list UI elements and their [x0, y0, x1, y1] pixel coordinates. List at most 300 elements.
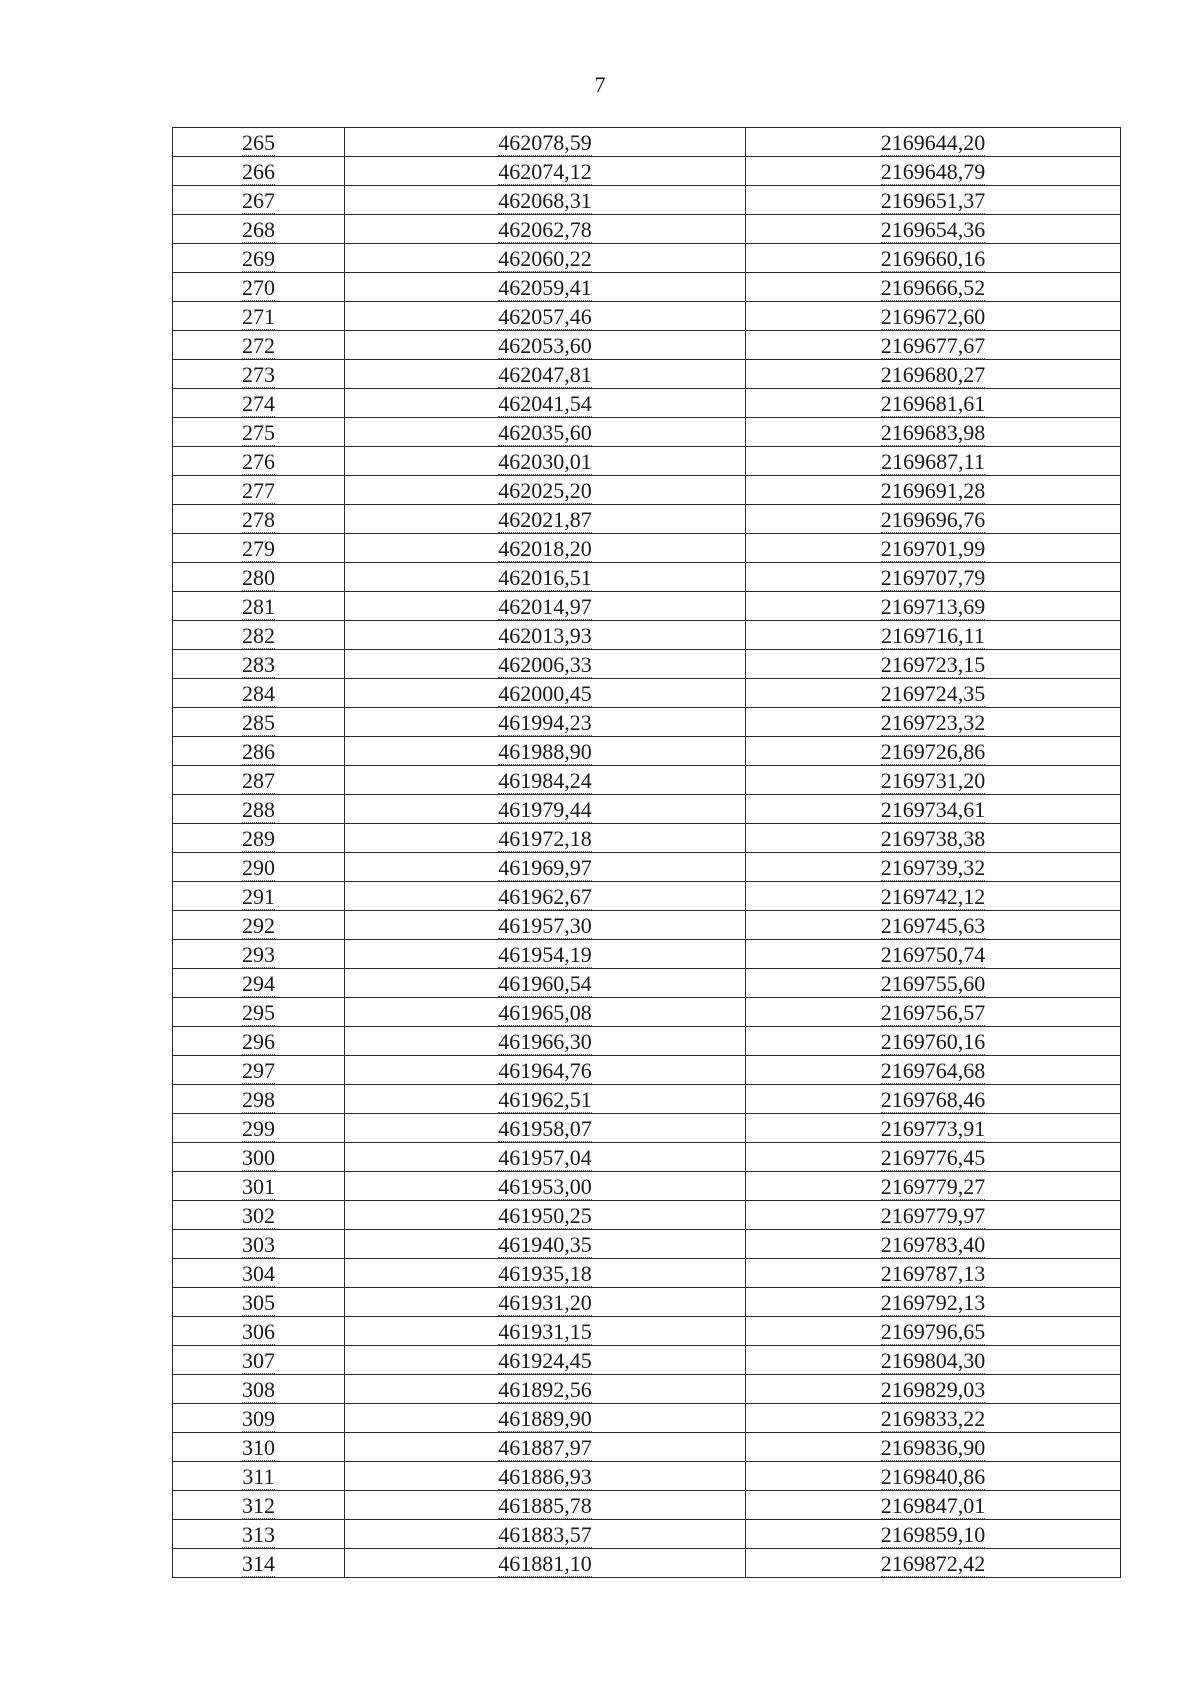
y-coordinate-cell	[746, 1317, 1121, 1346]
cell-text: 462053,60	[498, 333, 592, 358]
y-coordinate-cell	[746, 1520, 1121, 1549]
x-coordinate-cell	[345, 650, 746, 679]
y-coordinate-cell	[746, 1375, 1121, 1404]
cell-text: 462013,93	[498, 623, 592, 648]
cell-text: 296	[242, 1029, 275, 1054]
x-coordinate-cell	[345, 592, 746, 621]
point-number-cell	[173, 853, 345, 882]
cell-text: 276	[242, 449, 275, 474]
x-coordinate-cell	[345, 1259, 746, 1288]
point-number-cell	[173, 621, 345, 650]
cell-text: 303	[242, 1232, 275, 1257]
cell-text: 461972,18	[498, 826, 592, 851]
x-coordinate-cell	[345, 563, 746, 592]
y-coordinate-cell	[746, 1491, 1121, 1520]
cell-text: 295	[242, 1000, 275, 1025]
y-coordinate-cell	[746, 621, 1121, 650]
x-coordinate-cell	[345, 302, 746, 331]
cell-text: 461958,07	[498, 1116, 592, 1141]
cell-text: 301	[242, 1174, 275, 1199]
point-number-cell	[173, 1433, 345, 1462]
cell-text: 2169792,13	[880, 1290, 986, 1315]
y-coordinate-cell	[746, 186, 1121, 215]
cell-text: 461886,93	[498, 1464, 592, 1489]
cell-text: 267	[242, 188, 275, 213]
cell-text: 2169707,79	[880, 565, 986, 590]
y-coordinate-cell	[746, 476, 1121, 505]
cell-text: 314	[242, 1551, 275, 1576]
cell-text: 462059,41	[498, 275, 592, 300]
table-row	[173, 157, 1121, 186]
table-row	[173, 1114, 1121, 1143]
x-coordinate-cell	[345, 1520, 746, 1549]
cell-text: 2169738,38	[880, 826, 986, 851]
point-number-cell	[173, 244, 345, 273]
table-row	[173, 447, 1121, 476]
cell-text: 462078,59	[498, 130, 592, 155]
cell-text: 462062,78	[498, 217, 592, 242]
cell-text: 299	[242, 1116, 275, 1141]
point-number-cell	[173, 505, 345, 534]
cell-text: 461881,10	[498, 1551, 592, 1576]
cell-text: 462030,01	[498, 449, 592, 474]
table-row	[173, 244, 1121, 273]
x-coordinate-cell	[345, 1375, 746, 1404]
table-row	[173, 824, 1121, 853]
point-number-cell	[173, 1520, 345, 1549]
cell-text: 269	[242, 246, 275, 271]
cell-text: 461950,25	[498, 1203, 592, 1228]
y-coordinate-cell	[746, 1201, 1121, 1230]
table-row	[173, 708, 1121, 737]
cell-text: 2169687,11	[881, 449, 985, 474]
x-coordinate-cell	[345, 1317, 746, 1346]
cell-text: 462021,87	[498, 507, 592, 532]
cell-text: 462000,45	[498, 681, 592, 706]
cell-text: 2169742,12	[880, 884, 986, 909]
table-row	[173, 679, 1121, 708]
table-row	[173, 505, 1121, 534]
y-coordinate-cell	[746, 534, 1121, 563]
cell-text: 277	[242, 478, 275, 503]
point-number-cell	[173, 418, 345, 447]
cell-text: 2169847,01	[880, 1493, 986, 1518]
cell-text: 279	[242, 536, 275, 561]
cell-text: 461931,15	[498, 1319, 592, 1344]
cell-text: 298	[242, 1087, 275, 1112]
x-coordinate-cell	[345, 911, 746, 940]
cell-text: 286	[242, 739, 275, 764]
cell-text: 2169768,46	[880, 1087, 986, 1112]
cell-text: 266	[242, 159, 275, 184]
x-coordinate-cell	[345, 244, 746, 273]
cell-text: 283	[242, 652, 275, 677]
point-number-cell	[173, 998, 345, 1027]
cell-text: 461960,54	[498, 971, 592, 996]
cell-text: 278	[242, 507, 275, 532]
table-row	[173, 273, 1121, 302]
point-number-cell	[173, 1143, 345, 1172]
y-coordinate-cell	[746, 273, 1121, 302]
cell-text: 287	[242, 768, 275, 793]
y-coordinate-cell	[746, 650, 1121, 679]
point-number-cell	[173, 186, 345, 215]
table-row	[173, 882, 1121, 911]
x-coordinate-cell	[345, 1346, 746, 1375]
x-coordinate-cell	[345, 215, 746, 244]
point-number-cell	[173, 476, 345, 505]
cell-text: 462006,33	[498, 652, 592, 677]
point-number-cell	[173, 128, 345, 157]
cell-text: 2169691,28	[880, 478, 986, 503]
table-row	[173, 650, 1121, 679]
cell-text: 461953,00	[498, 1174, 592, 1199]
x-coordinate-cell	[345, 273, 746, 302]
y-coordinate-cell	[746, 824, 1121, 853]
y-coordinate-cell	[746, 1143, 1121, 1172]
cell-text: 2169776,45	[880, 1145, 986, 1170]
point-number-cell	[173, 737, 345, 766]
table-row	[173, 1404, 1121, 1433]
cell-text: 461940,35	[498, 1232, 592, 1257]
table-row	[173, 853, 1121, 882]
point-number-cell	[173, 940, 345, 969]
cell-text: 461962,51	[498, 1087, 592, 1112]
x-coordinate-cell	[345, 157, 746, 186]
y-coordinate-cell	[746, 128, 1121, 157]
y-coordinate-cell	[746, 1172, 1121, 1201]
y-coordinate-cell	[746, 1230, 1121, 1259]
cell-text: 461957,04	[498, 1145, 592, 1170]
cell-text: 2169756,57	[880, 1000, 986, 1025]
cell-text: 280	[242, 565, 275, 590]
y-coordinate-cell	[746, 447, 1121, 476]
table-row	[173, 186, 1121, 215]
cell-text: 268	[242, 217, 275, 242]
point-number-cell	[173, 824, 345, 853]
cell-text: 2169872,42	[880, 1551, 986, 1576]
cell-text: 462060,22	[498, 246, 592, 271]
cell-text: 2169726,86	[880, 739, 986, 764]
table-row	[173, 940, 1121, 969]
point-number-cell	[173, 650, 345, 679]
cell-text: 2169764,68	[880, 1058, 986, 1083]
cell-text: 2169713,69	[880, 594, 986, 619]
cell-text: 312	[242, 1493, 275, 1518]
table-row	[173, 911, 1121, 940]
cell-text: 2169755,60	[880, 971, 986, 996]
cell-text: 294	[242, 971, 275, 996]
y-coordinate-cell	[746, 882, 1121, 911]
cell-text: 2169773,91	[880, 1116, 986, 1141]
x-coordinate-cell	[345, 1114, 746, 1143]
cell-text: 461994,23	[498, 710, 592, 735]
point-number-cell	[173, 360, 345, 389]
cell-text: 461892,56	[498, 1377, 592, 1402]
table-row	[173, 969, 1121, 998]
cell-text: 461979,44	[498, 797, 592, 822]
table-row	[173, 795, 1121, 824]
point-number-cell	[173, 1259, 345, 1288]
y-coordinate-cell	[746, 1085, 1121, 1114]
cell-text: 304	[242, 1261, 275, 1286]
point-number-cell	[173, 331, 345, 360]
cell-text: 2169779,97	[880, 1203, 986, 1228]
table-row	[173, 389, 1121, 418]
cell-text: 2169696,76	[880, 507, 986, 532]
y-coordinate-cell	[746, 215, 1121, 244]
cell-text: 461962,67	[498, 884, 592, 909]
cell-text: 2169796,65	[880, 1319, 986, 1344]
coordinates-table	[172, 127, 1121, 1578]
cell-text: 461935,18	[498, 1261, 592, 1286]
cell-text: 2169654,36	[880, 217, 986, 242]
x-coordinate-cell	[345, 534, 746, 563]
cell-text: 461931,20	[498, 1290, 592, 1315]
cell-text: 462068,31	[498, 188, 592, 213]
table-row	[173, 766, 1121, 795]
cell-text: 2169716,11	[881, 623, 985, 648]
cell-text: 2169829,03	[880, 1377, 986, 1402]
point-number-cell	[173, 679, 345, 708]
cell-text: 2169648,79	[880, 159, 986, 184]
table-row	[173, 1317, 1121, 1346]
cell-text: 2169760,16	[880, 1029, 986, 1054]
table-row	[173, 1462, 1121, 1491]
y-coordinate-cell	[746, 389, 1121, 418]
cell-text: 2169724,35	[880, 681, 986, 706]
table-row	[173, 1201, 1121, 1230]
cell-text: 310	[242, 1435, 275, 1460]
table-row	[173, 1491, 1121, 1520]
point-number-cell	[173, 157, 345, 186]
cell-text: 292	[242, 913, 275, 938]
table-row	[173, 563, 1121, 592]
table-row	[173, 128, 1121, 157]
point-number-cell	[173, 969, 345, 998]
cell-text: 307	[242, 1348, 275, 1373]
cell-text: 461954,19	[498, 942, 592, 967]
y-coordinate-cell	[746, 940, 1121, 969]
cell-text: 265	[242, 130, 275, 155]
x-coordinate-cell	[345, 360, 746, 389]
table-row	[173, 1288, 1121, 1317]
x-coordinate-cell	[345, 505, 746, 534]
x-coordinate-cell	[345, 447, 746, 476]
point-number-cell	[173, 1288, 345, 1317]
table-row	[173, 1346, 1121, 1375]
cell-text: 274	[242, 391, 275, 416]
table-row	[173, 1230, 1121, 1259]
cell-text: 2169779,27	[880, 1174, 986, 1199]
x-coordinate-cell	[345, 186, 746, 215]
cell-text: 461964,76	[498, 1058, 592, 1083]
y-coordinate-cell	[746, 1549, 1121, 1578]
point-number-cell	[173, 1346, 345, 1375]
y-coordinate-cell	[746, 1288, 1121, 1317]
cell-text: 462035,60	[498, 420, 592, 445]
x-coordinate-cell	[345, 737, 746, 766]
y-coordinate-cell	[746, 795, 1121, 824]
x-coordinate-cell	[345, 1230, 746, 1259]
y-coordinate-cell	[746, 418, 1121, 447]
point-number-cell	[173, 1027, 345, 1056]
x-coordinate-cell	[345, 1027, 746, 1056]
point-number-cell	[173, 592, 345, 621]
table-row	[173, 737, 1121, 766]
cell-text: 461885,78	[498, 1493, 592, 1518]
cell-text: 2169859,10	[880, 1522, 986, 1547]
table-row	[173, 1520, 1121, 1549]
y-coordinate-cell	[746, 302, 1121, 331]
x-coordinate-cell	[345, 1462, 746, 1491]
cell-text: 2169681,61	[880, 391, 986, 416]
point-number-cell	[173, 1317, 345, 1346]
cell-text: 2169836,90	[880, 1435, 986, 1460]
cell-text: 2169677,67	[880, 333, 986, 358]
cell-text: 462025,20	[498, 478, 592, 503]
cell-text: 309	[242, 1406, 275, 1431]
cell-text: 271	[242, 304, 275, 329]
y-coordinate-cell	[746, 737, 1121, 766]
cell-text: 461889,90	[498, 1406, 592, 1431]
cell-text: 2169783,40	[880, 1232, 986, 1257]
x-coordinate-cell	[345, 708, 746, 737]
x-coordinate-cell	[345, 1433, 746, 1462]
point-number-cell	[173, 389, 345, 418]
cell-text: 302	[242, 1203, 275, 1228]
cell-text: 2169672,60	[880, 304, 986, 329]
y-coordinate-cell	[746, 853, 1121, 882]
point-number-cell	[173, 1462, 345, 1491]
x-coordinate-cell	[345, 1201, 746, 1230]
cell-text: 297	[242, 1058, 275, 1083]
cell-text: 461883,57	[498, 1522, 592, 1547]
cell-text: 284	[242, 681, 275, 706]
cell-text: 308	[242, 1377, 275, 1402]
table-row	[173, 1375, 1121, 1404]
x-coordinate-cell	[345, 766, 746, 795]
x-coordinate-cell	[345, 1143, 746, 1172]
cell-text: 291	[242, 884, 275, 909]
y-coordinate-cell	[746, 1056, 1121, 1085]
cell-text: 461969,97	[498, 855, 592, 880]
table-row	[173, 998, 1121, 1027]
x-coordinate-cell	[345, 1549, 746, 1578]
x-coordinate-cell	[345, 621, 746, 650]
table-row	[173, 215, 1121, 244]
table-row	[173, 621, 1121, 650]
table-row	[173, 592, 1121, 621]
x-coordinate-cell	[345, 998, 746, 1027]
cell-text: 285	[242, 710, 275, 735]
x-coordinate-cell	[345, 331, 746, 360]
table-row	[173, 1056, 1121, 1085]
table-row	[173, 1549, 1121, 1578]
x-coordinate-cell	[345, 882, 746, 911]
x-coordinate-cell	[345, 795, 746, 824]
point-number-cell	[173, 302, 345, 331]
y-coordinate-cell	[746, 563, 1121, 592]
y-coordinate-cell	[746, 505, 1121, 534]
cell-text: 2169701,99	[880, 536, 986, 561]
x-coordinate-cell	[345, 1491, 746, 1520]
cell-text: 2169804,30	[880, 1348, 986, 1373]
cell-text: 281	[242, 594, 275, 619]
x-coordinate-cell	[345, 1056, 746, 1085]
table-row	[173, 1085, 1121, 1114]
cell-text: 275	[242, 420, 275, 445]
cell-text: 2169745,63	[880, 913, 986, 938]
table-row	[173, 1027, 1121, 1056]
cell-text: 2169660,16	[880, 246, 986, 271]
cell-text: 289	[242, 826, 275, 851]
y-coordinate-cell	[746, 969, 1121, 998]
point-number-cell	[173, 447, 345, 476]
point-number-cell	[173, 708, 345, 737]
cell-text: 2169734,61	[880, 797, 986, 822]
cell-text: 270	[242, 275, 275, 300]
table-row	[173, 534, 1121, 563]
x-coordinate-cell	[345, 418, 746, 447]
cell-text: 311	[242, 1464, 275, 1489]
cell-text: 2169731,20	[880, 768, 986, 793]
cell-text: 462074,12	[498, 159, 592, 184]
cell-text: 300	[242, 1145, 275, 1170]
cell-text: 293	[242, 942, 275, 967]
cell-text: 462041,54	[498, 391, 592, 416]
cell-text: 305	[242, 1290, 275, 1315]
x-coordinate-cell	[345, 1172, 746, 1201]
table-row	[173, 302, 1121, 331]
table-row	[173, 1259, 1121, 1288]
cell-text: 2169683,98	[880, 420, 986, 445]
cell-text: 2169666,52	[880, 275, 986, 300]
y-coordinate-cell	[746, 1433, 1121, 1462]
y-coordinate-cell	[746, 1114, 1121, 1143]
x-coordinate-cell	[345, 1288, 746, 1317]
point-number-cell	[173, 1404, 345, 1433]
cell-text: 461957,30	[498, 913, 592, 938]
y-coordinate-cell	[746, 157, 1121, 186]
x-coordinate-cell	[345, 969, 746, 998]
table-row	[173, 1172, 1121, 1201]
cell-text: 2169723,15	[880, 652, 986, 677]
y-coordinate-cell	[746, 998, 1121, 1027]
cell-text: 461984,24	[498, 768, 592, 793]
point-number-cell	[173, 1201, 345, 1230]
y-coordinate-cell	[746, 766, 1121, 795]
cell-text: 461965,08	[498, 1000, 592, 1025]
cell-text: 461924,45	[498, 1348, 592, 1373]
cell-text: 273	[242, 362, 275, 387]
x-coordinate-cell	[345, 128, 746, 157]
y-coordinate-cell	[746, 1462, 1121, 1491]
x-coordinate-cell	[345, 853, 746, 882]
point-number-cell	[173, 911, 345, 940]
y-coordinate-cell	[746, 1259, 1121, 1288]
cell-text: 2169651,37	[880, 188, 986, 213]
point-number-cell	[173, 1172, 345, 1201]
cell-text: 461988,90	[498, 739, 592, 764]
point-number-cell	[173, 766, 345, 795]
y-coordinate-cell	[746, 360, 1121, 389]
x-coordinate-cell	[345, 824, 746, 853]
point-number-cell	[173, 882, 345, 911]
point-number-cell	[173, 273, 345, 302]
cell-text: 2169723,32	[880, 710, 986, 735]
point-number-cell	[173, 1549, 345, 1578]
